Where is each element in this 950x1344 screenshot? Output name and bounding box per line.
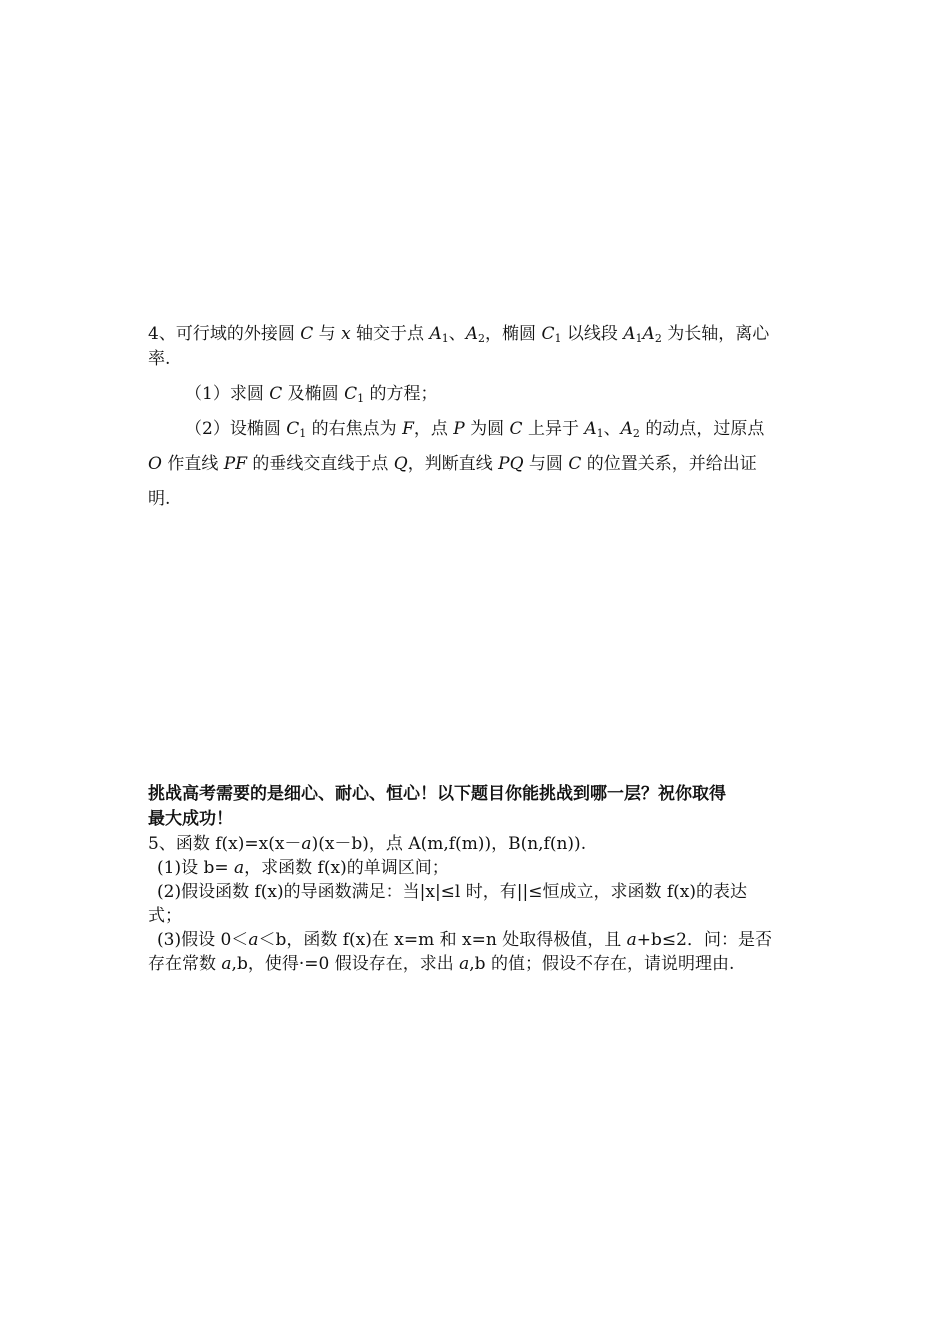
text: ，椭圆 <box>485 324 542 344</box>
subscript: 1 <box>596 427 604 440</box>
problem-4-line-2: 率. <box>148 349 171 369</box>
var: A <box>620 419 633 439</box>
text: 轴交于点 <box>350 324 430 344</box>
var: a <box>626 930 637 950</box>
subscript: 1 <box>441 332 449 345</box>
var: a <box>234 858 245 878</box>
subscript: 1 <box>554 332 562 345</box>
text: +b≤2．问：是否 <box>636 930 772 950</box>
problem-4-line-1 <box>148 322 808 347</box>
problem-5 <box>148 832 808 976</box>
var: A <box>642 324 655 344</box>
subscript: 1 <box>635 332 643 345</box>
problem-5-line-1 <box>148 832 808 856</box>
var: a <box>459 954 470 974</box>
var: C <box>541 324 555 344</box>
problem-4-part-2-line-2 <box>148 452 808 477</box>
problem-5-part-2-line-2: 式； <box>148 906 182 926</box>
challenge-line-2: 最大成功！ <box>148 809 233 829</box>
text: 以线段 <box>561 324 624 344</box>
text: 5、函数 f(x)=x(x－ <box>148 834 302 854</box>
text: 、 <box>603 419 621 439</box>
text: 的方程； <box>364 384 438 404</box>
var: C <box>286 419 300 439</box>
text: (1)设 b= <box>157 858 235 878</box>
text: 的位置关系，并给出证 <box>581 454 757 474</box>
text: 、 <box>448 324 466 344</box>
problem-5-part-1 <box>148 856 808 880</box>
text: ,b 的值；假设不存在，请说明理由. <box>469 954 735 974</box>
problem-4-part-1 <box>148 382 808 407</box>
var: A <box>584 419 597 439</box>
var: P <box>453 419 465 439</box>
text: ，点 <box>413 419 454 439</box>
text: 为圆 <box>464 419 510 439</box>
subscript: 2 <box>632 427 640 440</box>
problem-4-part-2-line-3: 明. <box>148 489 171 509</box>
text: 的动点，过原点 <box>639 419 765 439</box>
var: A <box>429 324 442 344</box>
problem-4 <box>148 322 808 512</box>
var: O <box>148 454 162 474</box>
subscript: 2 <box>654 332 662 345</box>
var: F <box>402 419 414 439</box>
text: 的右焦点为 <box>306 419 403 439</box>
problem-5-part-3-line-1 <box>148 928 808 952</box>
var: a <box>221 954 232 974</box>
var: PF <box>223 454 247 474</box>
text: （1）求圆 <box>185 384 270 404</box>
var: C <box>568 454 582 474</box>
subscript: 2 <box>478 332 486 345</box>
text: 与 <box>313 324 342 344</box>
text: 的垂线交直线于点 <box>246 454 394 474</box>
text: ，判断直线 <box>407 454 499 474</box>
var: A <box>465 324 479 344</box>
var: PQ <box>498 454 524 474</box>
text: 及椭圆 <box>282 384 345 404</box>
var: C <box>344 384 358 404</box>
var: x <box>341 324 351 344</box>
var: A <box>623 324 636 344</box>
problem-5-part-3-line-2 <box>148 952 808 976</box>
text: ，求函数 f(x)的单调区间； <box>244 858 449 878</box>
text: 与圆 <box>523 454 569 474</box>
var: C <box>300 324 314 344</box>
text: 4、可行域的外接圆 <box>148 324 301 344</box>
var: C <box>509 419 523 439</box>
problem-5-part-2-line-1: (2)假设函数 f(x)的导函数满足：当|x|≤l 时，有||≤恒成立，求函数 f(x)的表达 <box>157 882 748 902</box>
text: ,b，使得·=0 假设存在，求出 <box>231 954 460 974</box>
text: 为长轴，离心 <box>661 324 770 344</box>
text: 作直线 <box>161 454 224 474</box>
var: Q <box>393 454 408 474</box>
text: 存在常数 <box>148 954 222 974</box>
var: a <box>301 834 312 854</box>
var: a <box>248 930 259 950</box>
text: ＜b，函数 f(x)在 x=m 和 x=n 处取得极值，且 <box>258 930 627 950</box>
problem-4-part-2-line-1 <box>148 417 808 442</box>
subscript: 1 <box>299 427 307 440</box>
challenge-heading <box>148 782 808 832</box>
subscript: 1 <box>357 392 365 405</box>
text: 上异于 <box>522 419 585 439</box>
challenge-line-1: 挑战高考需要的是细心、耐心、恒心！以下题目你能挑战到哪一层？祝你取得 <box>148 784 726 804</box>
text: （2）设椭圆 <box>185 419 287 439</box>
text: )(x－b)，点 A(m,f(m))，B(n,f(n)). <box>311 834 587 854</box>
var: C <box>269 384 283 404</box>
text: (3)假设 0＜ <box>157 930 249 950</box>
